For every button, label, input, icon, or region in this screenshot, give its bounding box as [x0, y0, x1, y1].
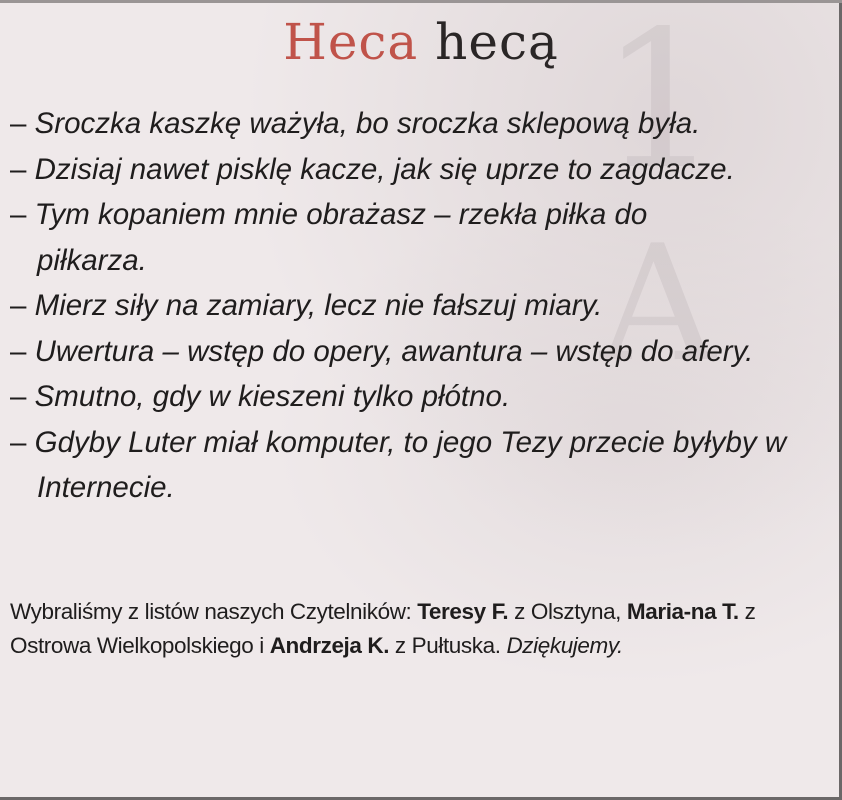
dash: – [10, 334, 27, 368]
thanks-text: Dziękujemy. [506, 633, 623, 658]
saying-text: Gdyby Luter miał komputer, to jego Tezy przecie byłyby w Internecie. [34, 425, 787, 504]
saying-text: Dzisiaj nawet pisklę kacze, jak się uprze to zagdacze. [34, 152, 735, 186]
saying-text: Uwertura – wstęp do opery, awantura – wstęp do afery. [34, 334, 754, 368]
dash: – [10, 380, 27, 413]
reader-name: Teresy F. [417, 599, 509, 624]
title-word-heca-2: hecą [435, 13, 559, 71]
reader-name: Andrzeja K. [269, 633, 390, 658]
credits-intro: Wybraliśmy z listów naszych Czytelników: [10, 599, 418, 624]
saying-item [10, 329, 838, 375]
saying-text: Smutno, gdy w kieszeni tylko płótno. [34, 380, 511, 413]
saying-item [10, 283, 838, 329]
top-border [0, 0, 842, 3]
background-letter-watermark: A [600, 210, 716, 397]
reader-place: z Pułtuska. [389, 633, 507, 658]
saying-text: Tym kopaniem mnie obrażasz – rzekła piłka do piłkarza. [34, 198, 648, 277]
saying-text: Sroczka kaszkę ważyła, bo sroczka sklepową była. [34, 107, 701, 140]
saying-item [10, 101, 838, 147]
title-word-heca: Heca [283, 13, 419, 71]
saying-item [10, 374, 838, 420]
dash: – [10, 107, 27, 140]
credits-paragraph [10, 595, 825, 663]
dash: – [10, 289, 27, 322]
page-title [0, 4, 842, 80]
dash: – [10, 425, 27, 459]
saying-item [10, 192, 838, 283]
saying-item [10, 147, 838, 193]
sayings-list [10, 101, 838, 511]
dash: – [10, 198, 27, 231]
dash: – [10, 152, 27, 186]
reader-place: z Olsztyna, [508, 599, 627, 624]
reader-name: Maria-na T. [626, 599, 739, 624]
saying-item [10, 420, 838, 511]
saying-text: Mierz siły na zamiary, lecz nie fałszuj miary. [34, 289, 603, 322]
background-letter-watermark: 1 [600, 0, 721, 211]
reader-place: z Ostrowa Wielkopolskiego i [10, 599, 756, 658]
